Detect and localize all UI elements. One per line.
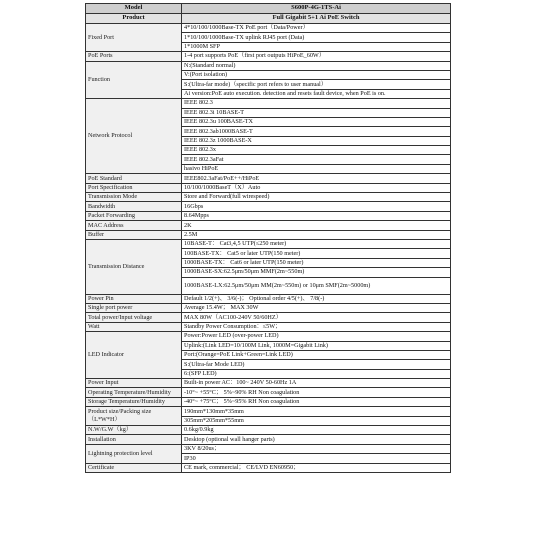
spec-row	[86, 397, 451, 406]
spec-value: Store and Forward(full wirespeed)	[182, 193, 451, 202]
spec-row	[86, 193, 451, 202]
spec-row	[86, 202, 451, 211]
spec-value: -10°~ +55°C； 5%~90% RH Non coagulation	[182, 388, 451, 397]
spec-value: IEEE 802.3i 10BASE-T	[182, 108, 451, 117]
spec-value: 1-4 port supports PoE（first port outputs HiPoE_60W）	[182, 52, 451, 61]
spec-value: 0.6kg/0.9kg	[182, 426, 451, 435]
spec-label: Power Pin	[86, 294, 182, 303]
spec-value: 100BASE-TX： Cat5 or later UTP(150 meter)	[182, 249, 451, 258]
spec-row	[86, 407, 451, 416]
spec-row	[86, 230, 451, 239]
product-label: Product	[86, 14, 182, 24]
spec-row	[86, 463, 451, 472]
spec-value: Power:Power LED (over-power LED)	[182, 332, 451, 341]
model-value: S600P-4G-1TS-Ai	[182, 4, 451, 14]
spec-table-body	[86, 4, 451, 473]
spec-value: Ai version:PoE auto execution. detection and resets fault device, when PoE is on.	[182, 89, 451, 98]
spec-value: IEEE802.3aFat/PoE++/HiPoE	[182, 174, 451, 183]
spec-value: Uplink:(Link LED=10/100M Link, 1000M=Gigabit Link)	[182, 341, 451, 350]
spec-value: IEEE 802.3u 100BASE-TX	[182, 117, 451, 126]
spec-row	[86, 294, 451, 303]
spec-value: 2K	[182, 221, 451, 230]
product-value: Full Gigabit 5+1 Ai PoE Switch	[182, 14, 451, 24]
spec-label: Network Protocol	[86, 99, 182, 174]
spec-label: Operating Temperature/Humidity	[86, 388, 182, 397]
spec-value: IEEE 802.3x	[182, 146, 451, 155]
spec-row	[86, 435, 451, 444]
spec-label: MAC Address	[86, 221, 182, 230]
spec-row	[86, 322, 451, 331]
spec-value: IEEE 802.3z 1000BASE-X	[182, 136, 451, 145]
spec-row	[86, 99, 451, 108]
spec-value: 1000BASE-TX： Cat6 or later UTP(150 meter)	[182, 258, 451, 267]
spec-value: S:(Ultra-far mode)（specific port refers to user manual）	[182, 80, 451, 89]
spec-row	[86, 221, 451, 230]
spec-row	[86, 61, 451, 70]
spec-label: Certificate	[86, 463, 182, 472]
spec-value: 8.64Mpps	[182, 211, 451, 220]
spec-label: PoE Ports	[86, 52, 182, 61]
product-row	[86, 14, 451, 24]
spec-label: Total power/Input voltage	[86, 313, 182, 322]
spec-label: Function	[86, 61, 182, 99]
spec-value: IEEE 802.3ab1000BASE-T	[182, 127, 451, 136]
spec-value: Standby Power Consumption：≤5W；	[182, 322, 451, 331]
spec-value: 16Gbps	[182, 202, 451, 211]
spec-row	[86, 303, 451, 312]
spec-value: 2.5M	[182, 230, 451, 239]
spec-value: 1000BASE-LX:62.5μm/50μm MM(2m~550m) or 10μm SMF(2m~5000m)	[182, 277, 451, 294]
spec-label: Installation	[86, 435, 182, 444]
spec-value: 4*10/100/1000Base-TX PoE port（Data/Power）	[182, 24, 451, 33]
model-row	[86, 4, 451, 14]
spec-label: Fixed Port	[86, 24, 182, 52]
spec-row	[86, 332, 451, 341]
spec-label: PoE Standard	[86, 174, 182, 183]
spec-value: MAX 80W（AC100-240V 50/60HZ）	[182, 313, 451, 322]
model-label: Model	[86, 4, 182, 14]
spec-label: Product size/Packing size（L*W*H）	[86, 407, 182, 426]
spec-row	[86, 313, 451, 322]
spec-value: 1*1000M SFP	[182, 42, 451, 51]
spec-value: 10BASE-T： Cat3,4,5 UTP(≤250 meter)	[182, 239, 451, 248]
spec-value: 10/100/1000BaseT（X）Auto	[182, 183, 451, 192]
spec-row	[86, 444, 451, 453]
spec-label: Buffer	[86, 230, 182, 239]
spec-value: CE mark, commercial； CE/LVD EN60950；	[182, 463, 451, 472]
spec-label: Port Specification	[86, 183, 182, 192]
spec-table	[85, 3, 451, 473]
spec-row	[86, 239, 451, 248]
spec-value: 190mm*130mm*35mm	[182, 407, 451, 416]
spec-value: Port:(Orange=PoE Link+Green=Link LED)	[182, 350, 451, 359]
spec-label: N.W/G.W（kg）	[86, 426, 182, 435]
spec-value: 1000BASE-SX:62.5μm/50μm MMF(2m~550m)	[182, 268, 451, 277]
spec-value: 305mm*205mm*55mm	[182, 416, 451, 425]
spec-label: Bandwidth	[86, 202, 182, 211]
spec-label: Single port power	[86, 303, 182, 312]
spec-value: IEEE 802.3	[182, 99, 451, 108]
spec-value: S:(Ultra-far Mode LED)	[182, 360, 451, 369]
spec-value: IEEE 802.3aFat	[182, 155, 451, 164]
spec-value: Built-in power AC：100~ 240V 50-60Hz 1A	[182, 379, 451, 388]
spec-label: LED Indicator	[86, 332, 182, 379]
spec-value: 1*10/100/1000Base-TX uplink RJ45 port (Data)	[182, 33, 451, 42]
spec-label: Power Input	[86, 379, 182, 388]
spec-row	[86, 52, 451, 61]
spec-row	[86, 183, 451, 192]
spec-row	[86, 388, 451, 397]
spec-label: Storage Temperature/Humidity	[86, 397, 182, 406]
spec-label: Transmission Distance	[86, 239, 182, 294]
spec-value: -40°~ +75°C； 5%~95% RH Non coagulation	[182, 397, 451, 406]
spec-label: Lightning protection level	[86, 444, 182, 463]
spec-row	[86, 379, 451, 388]
spec-value: N:(Standard normal)	[182, 61, 451, 70]
spec-value: Desktop (optional wall hanger parts)	[182, 435, 451, 444]
spec-value: 3KV 8/20us；	[182, 444, 451, 453]
spec-value: IP30	[182, 454, 451, 463]
spec-value: V:(Port isolation)	[182, 70, 451, 79]
spec-label: Watt	[86, 322, 182, 331]
spec-value: Average 15.4W； MAX 30W	[182, 303, 451, 312]
spec-value: Default 1/2(+)、 3/6(-)； Optional order 4/5(+)、 7/8(-)	[182, 294, 451, 303]
spec-label: Transmission Mode	[86, 193, 182, 202]
spec-row	[86, 211, 451, 220]
spec-value: hasivo HiPoE	[182, 164, 451, 173]
spec-label: Packet Forwarding	[86, 211, 182, 220]
spec-row	[86, 24, 451, 33]
spec-row	[86, 426, 451, 435]
spec-row	[86, 174, 451, 183]
spec-value: 6:(SFP LED)	[182, 369, 451, 378]
